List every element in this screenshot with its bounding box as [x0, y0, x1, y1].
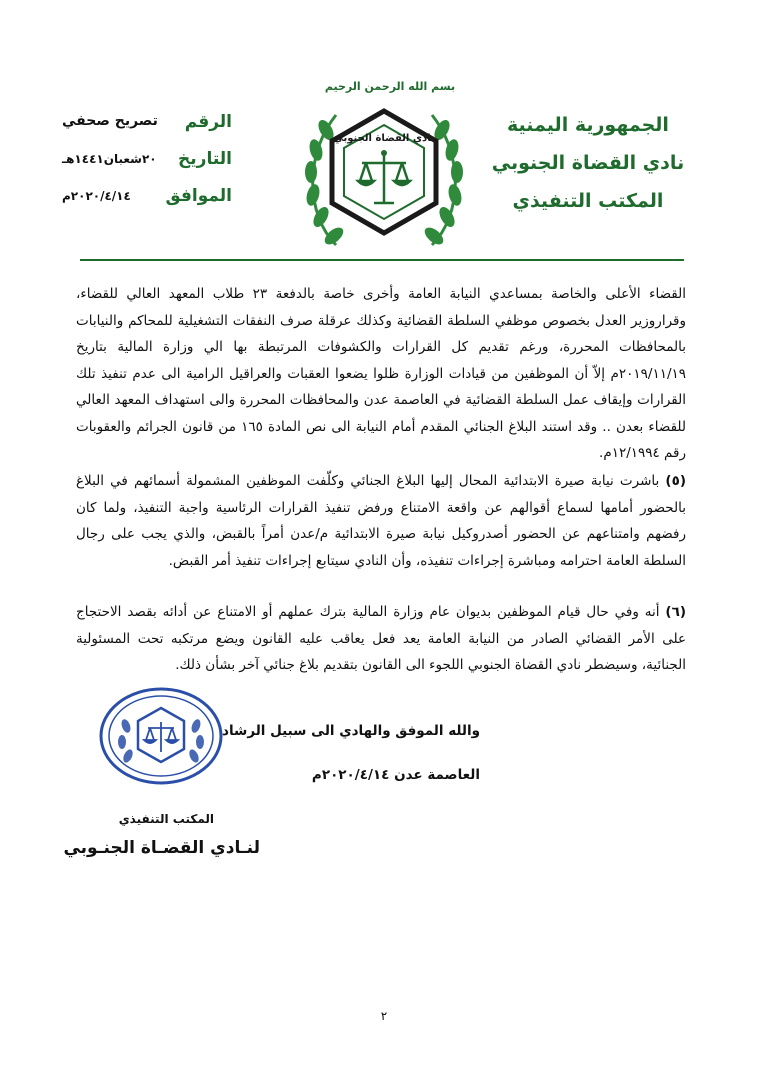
item-6-text: أنه وفي حال قيام الموظفين بديوان عام وزارة المالية بترك عملهم أو الامتناع عن أدائه بقصد الاحتجاج على الأمر القضائي الصادر من النيابة العامة يعد فعل يعاقب عليه القانون ويضع مرتكبه تحت المسئولية الجنائية، وسيضطر نادي القضاة الجنوبي اللجوء الى القانون بتقديم بلاغ جنائي آخر بشأن ذلك. — [76, 604, 686, 673]
item-6 — [76, 599, 686, 679]
signature-club: لنـادي القضـاة الجنـوبي — [63, 838, 260, 858]
hijri-date-label: التاريخ — [178, 149, 232, 169]
basmala: بسم الله الرحمن الرحيم — [324, 80, 456, 93]
paragraph-continuation: القضاء الأعلى والخاصة بمساعدي النيابة العامة وأخرى خاصة بالدفعة ٢٣ طلاب المعهد العالي للقضاء، وقراروزير العدل بخصوص موظفي السلطة القضائية وكذلك عرقلة صرف النفقات التشغيلية للمحاكم والنيابات بالمحافظات المحررة، ورغم تقديم كل القرارات والكشوفات المرتبطة بها الي وزارة المالية بتاريخ ٢٠١٩/١١/١٩م إلاّ أن الموظفين من قيادات الوزارة ظلوا يضعوا العقبات والعراقيل الرامية الى عدم تنفيذ تلك القرارات وإيقاف عمل السلطة القضائية في العاصمة عدن والمحافظات المحررة والى استهداف المعهد العالي للقضاء بعدن .. وقد استند البلاغ الجنائي المقدم أمام النيابة الى نص المادة ١٦٥ من قانون الجرائم والعقوبات رقم ١٢/١٩٩٤م. — [76, 286, 686, 461]
item-5 — [76, 468, 686, 574]
logo-text: نادي القضاة الجنوبي — [333, 133, 435, 144]
club-logo — [296, 95, 472, 261]
item-5-text: باشرت نيابة صيرة الابتدائية المحال إليها البلاغ الجنائي وكلّفت الموظفين المشمولة أسمائهم في البلاغ بالحضور أمامها لسماع أقوالهم عن واقعة الامتناع ورفض تنفيذ القرارات الرئاسية واجبة التنفيذ، ولما كان رفضهم وامتناعهم عن الحضور أصدروكيل نيابة صيرة الابتدائية م/عدن أمراً بالقبض، والذي يجب على رجال السلطة العامة احترامه ومباشرة إجراءات تنفيذه، وأن النادي سيتابع إجراءات تنفيذ أمر القبض. — [76, 473, 686, 569]
hijri-date-row — [62, 149, 232, 186]
office-name: المكتب التنفيذي — [512, 190, 664, 212]
letterhead-right — [488, 106, 688, 220]
signature-office: المكتب التنفيذي — [118, 812, 214, 826]
item-6-number: (٦) — [665, 604, 686, 620]
closing-phrase: والله الموفق والهادي الى سبيل الرشاد — [222, 723, 480, 739]
item-5-number: (٥) — [665, 473, 686, 489]
greg-date-label: الموافق — [165, 186, 232, 206]
hijri-date-value: ٢٠شعبان١٤٤١هـ — [62, 152, 157, 166]
greg-date-row — [62, 186, 232, 223]
page-number: ٢ — [380, 1009, 388, 1023]
greg-date-value: ٢٠٢٠/٤/١٤م — [62, 189, 131, 203]
club-name: نادي القضاة الجنوبي — [491, 152, 685, 174]
closing-date: العاصمة عدن ٢٠٢٠/٤/١٤م — [311, 767, 480, 783]
ref-label: الرقم — [184, 112, 232, 132]
ref-row — [62, 112, 232, 149]
ref-value: تصريح صحفي — [62, 113, 158, 129]
official-stamp — [98, 686, 224, 786]
header-divider — [80, 259, 684, 261]
republic-name: الجمهورية اليمنية — [507, 114, 669, 136]
letter-meta — [62, 112, 232, 223]
